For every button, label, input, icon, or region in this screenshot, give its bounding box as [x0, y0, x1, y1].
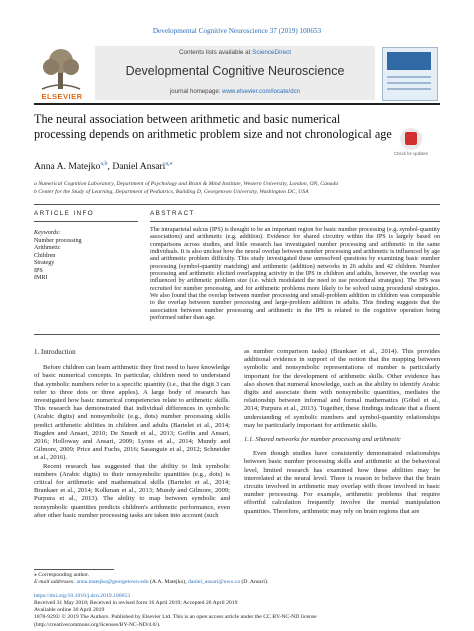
- author-name[interactable]: Daniel Ansari: [112, 161, 166, 173]
- subsection-heading: 1.1. Shared networks for number processing and arithmetic: [244, 436, 401, 444]
- author-separator: ,: [107, 161, 113, 173]
- keyword: Arithmetic: [34, 245, 61, 252]
- affiliation-a: a Numerical Cognition Laboratory, Department of Psychology and Brain & Mind Institute, Western University, London, ON, Canada: [34, 181, 339, 187]
- keyword: Number processing: [34, 238, 82, 244]
- publisher-logo-text: ELSEVIER: [41, 92, 83, 101]
- homepage-link[interactable]: www.elsevier.com/locate/dcn: [222, 88, 301, 95]
- crossmark-bookmark-icon: [405, 132, 417, 145]
- footnotes: [34, 572, 440, 629]
- abstract-text: The intraparietal sulcus (IPS) is thought to be an important region for basic number processing (e.g. symbol-quantity associations) and arithmetic (e.g. addition). Evidence for shared circuitry within the IPS is largely based on comparisons across studies, and little research has investigated number processing and arithmetic in the same individuals. It is also unclear how the neural overlap between number processing and arithmetic is influenced by age and arithmetic problem difficulty. This study investigated these unresolved questions by examining basic number processing (symbol-quantity matching) and arithmetic (addition) networks in 26 adults and 42 children. Number processing and arithmetic elicited overlapping activity in the IPS in children and adults, however, the overlap was influenced by arithmetic problem size (i.e. which modulated the need to use procedural strategies). The IPS was recruited for number processing, and for arithmetic problems more likely to be solved using procedural strategies. We also found that the overlap between number processing and small-problem addition in children was comparable to the overlap between number processing and large-problem addition in adults. This finding suggests that the association between number processing and arithmetic in the IPS is related to the cognitive operation being performed rather than age.: [150, 226, 440, 322]
- journal-name: Developmental Cognitive Neuroscience: [125, 64, 345, 78]
- keyword: Strategy: [34, 260, 55, 267]
- email-link[interactable]: anna.matejko@georgetown.edu: [76, 579, 149, 586]
- received-dates: Received 31 May 2018; Received in revised form 16 April 2019; Accepted 26 April 2019: [34, 599, 238, 606]
- cover-line: [387, 88, 431, 90]
- doi-link[interactable]: https://doi.org/10.1016/j.dcn.2019.100653: [34, 592, 131, 599]
- keyword: fMRI: [34, 275, 48, 282]
- author-name[interactable]: Anna A. Matejko: [34, 161, 101, 173]
- article-info-heading: ARTICLE INFO: [34, 210, 95, 217]
- paragraph: as number comparison tasks) (Brankaer et al., 2014). This provides additional evidence in support of the notion that the mapping between symbolic and nonsymbolic representations of number is particularly important for the development of arithmetic skills. Other evidence has also shown that numeral knowledge, such as the ability to identify Arabic digits and associate them with nonsymbolic quantities, mediates the relationship between informal and formal mathematics (Göbel et al., 2014; Purpura et al., 2013). Together, these findings indicate that a fluent understanding of symbolic numbers and symbol-quantity relationships may be particularly important for arithmetic skills.: [244, 348, 440, 429]
- affiliation-b: b Center for the Study of Learning, Department of Pediatrics, Building D, Georgetown University, Washington DC, USA: [34, 189, 309, 195]
- section-heading: 1. Introduction: [34, 348, 76, 356]
- corresponding-author-note: ⁎ Corresponding author.: [34, 572, 90, 578]
- contents-line: Contents lists available at ScienceDirect: [178, 49, 291, 56]
- elsevier-tree-icon: [34, 45, 90, 99]
- body-left-column: [34, 348, 230, 520]
- divider: [150, 221, 440, 222]
- keyword: Children: [34, 252, 56, 259]
- cover-line: [387, 76, 431, 78]
- divider: [34, 221, 138, 222]
- author-list: [34, 160, 394, 172]
- crossmark-label: Check for updates: [394, 151, 428, 156]
- author-affiliation-marker[interactable]: a,⁎: [165, 161, 173, 167]
- email-line: E-mail addresses: anna.matejko@georgetown.edu (A.A. Matejko), daniel_ansari@uwo.ca (D. Ansari).: [34, 579, 269, 586]
- cover-line: [387, 82, 431, 84]
- sciencedirect-link[interactable]: ScienceDirect: [252, 49, 291, 56]
- cover-banner: [387, 52, 431, 70]
- journal-citation-link[interactable]: Developmental Cognitive Neuroscience 37 (2019) 100653: [152, 27, 322, 35]
- abstract-heading: ABSTRACT: [150, 210, 195, 217]
- article-title: The neural association between arithmetic and basic numerical processing depends on arithmetic problem size and not chronological age: [34, 112, 392, 141]
- license-text: 1878-9293/ © 2019 The Authors. Published by Elsevier Ltd. This is an open access article under the CC BY-NC-ND license: [34, 614, 317, 621]
- journal-homepage: journal homepage: www.elsevier.com/locate/dcn: [169, 88, 301, 95]
- license-url[interactable]: (http://creativecommons.org/licenses/BY-NC-ND/4.0/).: [34, 621, 161, 628]
- keywords-label: Keywords:: [34, 229, 61, 236]
- footnote-divider: [34, 569, 114, 570]
- paragraph: Even though studies have consistently demonstrated relationships between basic number processing skills and arithmetic at the behavioral level, limited research has examined how these abilities may be interrelated at the neural level. There is reason to believe that the brain circuits involved in arithmetic may overlap with those involved in basic number processing. For example, arithmetic problems that require effortful calculation frequently involve the mental manipulation quantities. Therefore, arithmetic may rely on brain regions that are: [244, 450, 440, 515]
- paragraph: Before children can learn arithmetic they first need to have knowledge of basic numerical concepts. In particular, children need to understand that symbolic numbers refer to a specific quantity (i.e., that the digit 3 can refer to three dots or three apples). A large body of research has investigated how basic numerical competencies relate to arithmetic skills. This research has demonstrated that individual differences in symbolic (Arabic digits) and nonsymbolic (e.g., dots) number processing skills predict arithmetic abilities in children and adults (Bartelet et al., 2014; Bugden and Ansari, 2010; De Smedt et al., 2013; Goffin and Ansari, 2016; Holloway and Ansari, 2009; Lyons et al., 2014; Mundy and Gilmore, 2009; Price and Fuchs, 2016; Sasanguie et al., 2012; Schneider et al., 2016).: [34, 364, 230, 462]
- divider: [34, 204, 440, 205]
- divider: [34, 334, 440, 335]
- body-right-column: [244, 348, 440, 516]
- available-online: Available online 30 April 2019: [34, 607, 105, 614]
- author-affiliation-marker[interactable]: a,b: [100, 161, 108, 167]
- keywords-list: [34, 238, 82, 282]
- keyword: IPS: [34, 267, 43, 274]
- email-link[interactable]: daniel_ansari@uwo.ca: [188, 579, 240, 586]
- paragraph: Recent research has suggested that the ability to link symbolic numbers (Arabic digits) to their nonsymbolic quantities (e.g., dots) is critical for arithmetic and mathematical skills (Bartelet et al., 2014; Brankaer et al., 2014; Kolkman et al., 2013; Mundy and Gilmore, 2009; Purpura et al., 2013). The ability to map between symbolic and nonsymbolic quantities predicts children's arithmetic performance, even after other basic number processing tasks are taken into account (such: [34, 462, 230, 519]
